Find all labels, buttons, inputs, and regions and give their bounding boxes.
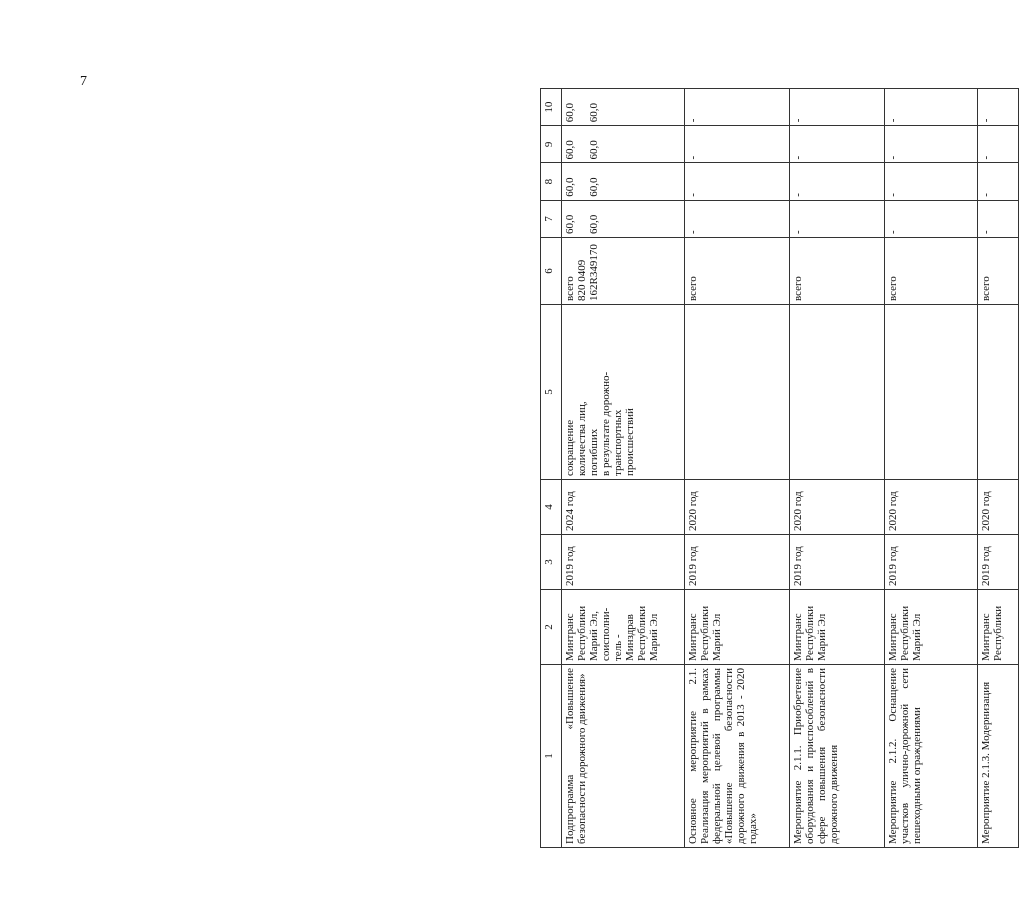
executor-line: Марий Эл	[816, 613, 828, 661]
row-source: всего	[685, 238, 790, 305]
value-line: 60,0	[588, 214, 600, 234]
row-executor	[790, 590, 885, 665]
row-name: Основное мероприятие 2.1. Реализация мероприятий в рамках федеральной целевой программы «Повышение безопасности дорожного движения в 2013 - 2020 годах»	[685, 665, 790, 848]
row-executor	[978, 590, 1019, 665]
row-end-year: 2020 год	[685, 480, 790, 535]
row-value-10: -	[885, 89, 978, 126]
executor-line: Республики	[699, 605, 711, 661]
result-line: сокращение	[564, 419, 576, 476]
table-row	[562, 89, 685, 848]
table-row	[885, 89, 978, 848]
column-header: 3	[541, 535, 562, 590]
result-line: происшествий	[624, 408, 636, 476]
executor-line: Минздрав	[624, 614, 636, 661]
executor-line: Республики	[992, 605, 1004, 661]
executor-line: Минтранс	[792, 613, 804, 661]
rotated-table-container	[540, 88, 1004, 848]
row-value-10	[562, 89, 685, 126]
row-value-7: -	[790, 200, 885, 237]
row-name: Подпрограмма «Повышение безопасности дорожного движения»	[562, 665, 685, 848]
row-value-9: -	[790, 126, 885, 163]
row-source: всего	[978, 238, 1019, 305]
row-executor	[685, 590, 790, 665]
row-value-9: -	[885, 126, 978, 163]
column-header: 6	[541, 238, 562, 305]
row-end-year: 2020 год	[978, 480, 1019, 535]
executor-line: Республики	[899, 605, 911, 661]
column-header: 7	[541, 200, 562, 237]
result-line: количества лиц,	[576, 401, 588, 476]
column-header: 1	[541, 665, 562, 848]
row-value-7	[562, 200, 685, 237]
result-line: транспортных	[612, 409, 624, 476]
row-end-year: 2020 год	[885, 480, 978, 535]
row-value-10: -	[790, 89, 885, 126]
source-line: 820 0409	[576, 259, 588, 301]
row-result	[685, 305, 790, 480]
result-line: погибших	[588, 428, 600, 476]
source-line: 162R349170	[588, 244, 600, 301]
executor-line: Республики	[804, 605, 816, 661]
value-line: 60,0	[588, 103, 600, 123]
executor-line: Марий Эл,	[588, 610, 600, 661]
row-end-year: 2024 год	[562, 480, 685, 535]
row-start-year: 2019 год	[685, 535, 790, 590]
executor-line: Минтранс	[687, 613, 699, 661]
result-line: в результате дорожно-	[600, 371, 612, 476]
column-header: 4	[541, 480, 562, 535]
column-header: 8	[541, 163, 562, 200]
executor-line: тель -	[612, 634, 624, 661]
value-line: 60,0	[564, 103, 576, 123]
row-value-8: -	[978, 163, 1019, 200]
row-start-year: 2019 год	[885, 535, 978, 590]
executor-line: Марий Эл	[711, 613, 723, 661]
executor-line: Минтранс	[980, 613, 992, 661]
row-value-9: -	[685, 126, 790, 163]
value-line: 60,0	[564, 140, 576, 160]
executor-line: Марий Эл	[911, 613, 923, 661]
executor-line: Республики	[576, 605, 588, 661]
value-line: 60,0	[588, 177, 600, 197]
value-line: 60,0	[564, 177, 576, 197]
header-row	[541, 89, 562, 848]
table-row	[685, 89, 790, 848]
row-start-year: 2019 год	[562, 535, 685, 590]
executor-line: Марий Эл	[648, 613, 660, 661]
row-value-9: -	[978, 126, 1019, 163]
row-value-8: -	[790, 163, 885, 200]
executor-line: Минтранс	[887, 613, 899, 661]
row-result	[562, 305, 685, 480]
row-result	[978, 305, 1019, 480]
row-executor	[885, 590, 978, 665]
page-number: 7	[80, 74, 87, 89]
value-line: 60,0	[564, 214, 576, 234]
executor-line: Минтранс	[564, 613, 576, 661]
column-header: 5	[541, 305, 562, 480]
row-value-8	[562, 163, 685, 200]
table-row	[790, 89, 885, 848]
executor-line: Республики	[636, 605, 648, 661]
row-value-7: -	[685, 200, 790, 237]
row-value-8: -	[885, 163, 978, 200]
row-result	[790, 305, 885, 480]
source-line: всего	[564, 276, 576, 301]
row-source: всего	[790, 238, 885, 305]
row-value-7: -	[978, 200, 1019, 237]
row-name: Мероприятие 2.1.2. Оснащение участков улично-дорожной сети пешеходными ограждениями	[885, 665, 978, 848]
row-value-7: -	[885, 200, 978, 237]
row-value-10: -	[978, 89, 1019, 126]
row-value-10: -	[685, 89, 790, 126]
row-executor	[562, 590, 685, 665]
program-table	[540, 88, 1019, 848]
row-name: Мероприятие 2.1.3. Модернизация	[978, 665, 1019, 848]
row-name: Мероприятие 2.1.1. Приобретение оборудования и приспособлений в сфере повышения безопасности дорожного движения	[790, 665, 885, 848]
column-header: 10	[541, 89, 562, 126]
column-header: 9	[541, 126, 562, 163]
table-row	[978, 89, 1019, 848]
row-value-9	[562, 126, 685, 163]
executor-line: соисполни-	[600, 607, 612, 661]
row-source: всего	[885, 238, 978, 305]
row-start-year: 2019 год	[978, 535, 1019, 590]
row-start-year: 2019 год	[790, 535, 885, 590]
row-value-8: -	[685, 163, 790, 200]
value-line: 60,0	[588, 140, 600, 160]
row-end-year: 2020 год	[790, 480, 885, 535]
row-result	[885, 305, 978, 480]
column-header: 2	[541, 590, 562, 665]
row-source	[562, 238, 685, 305]
